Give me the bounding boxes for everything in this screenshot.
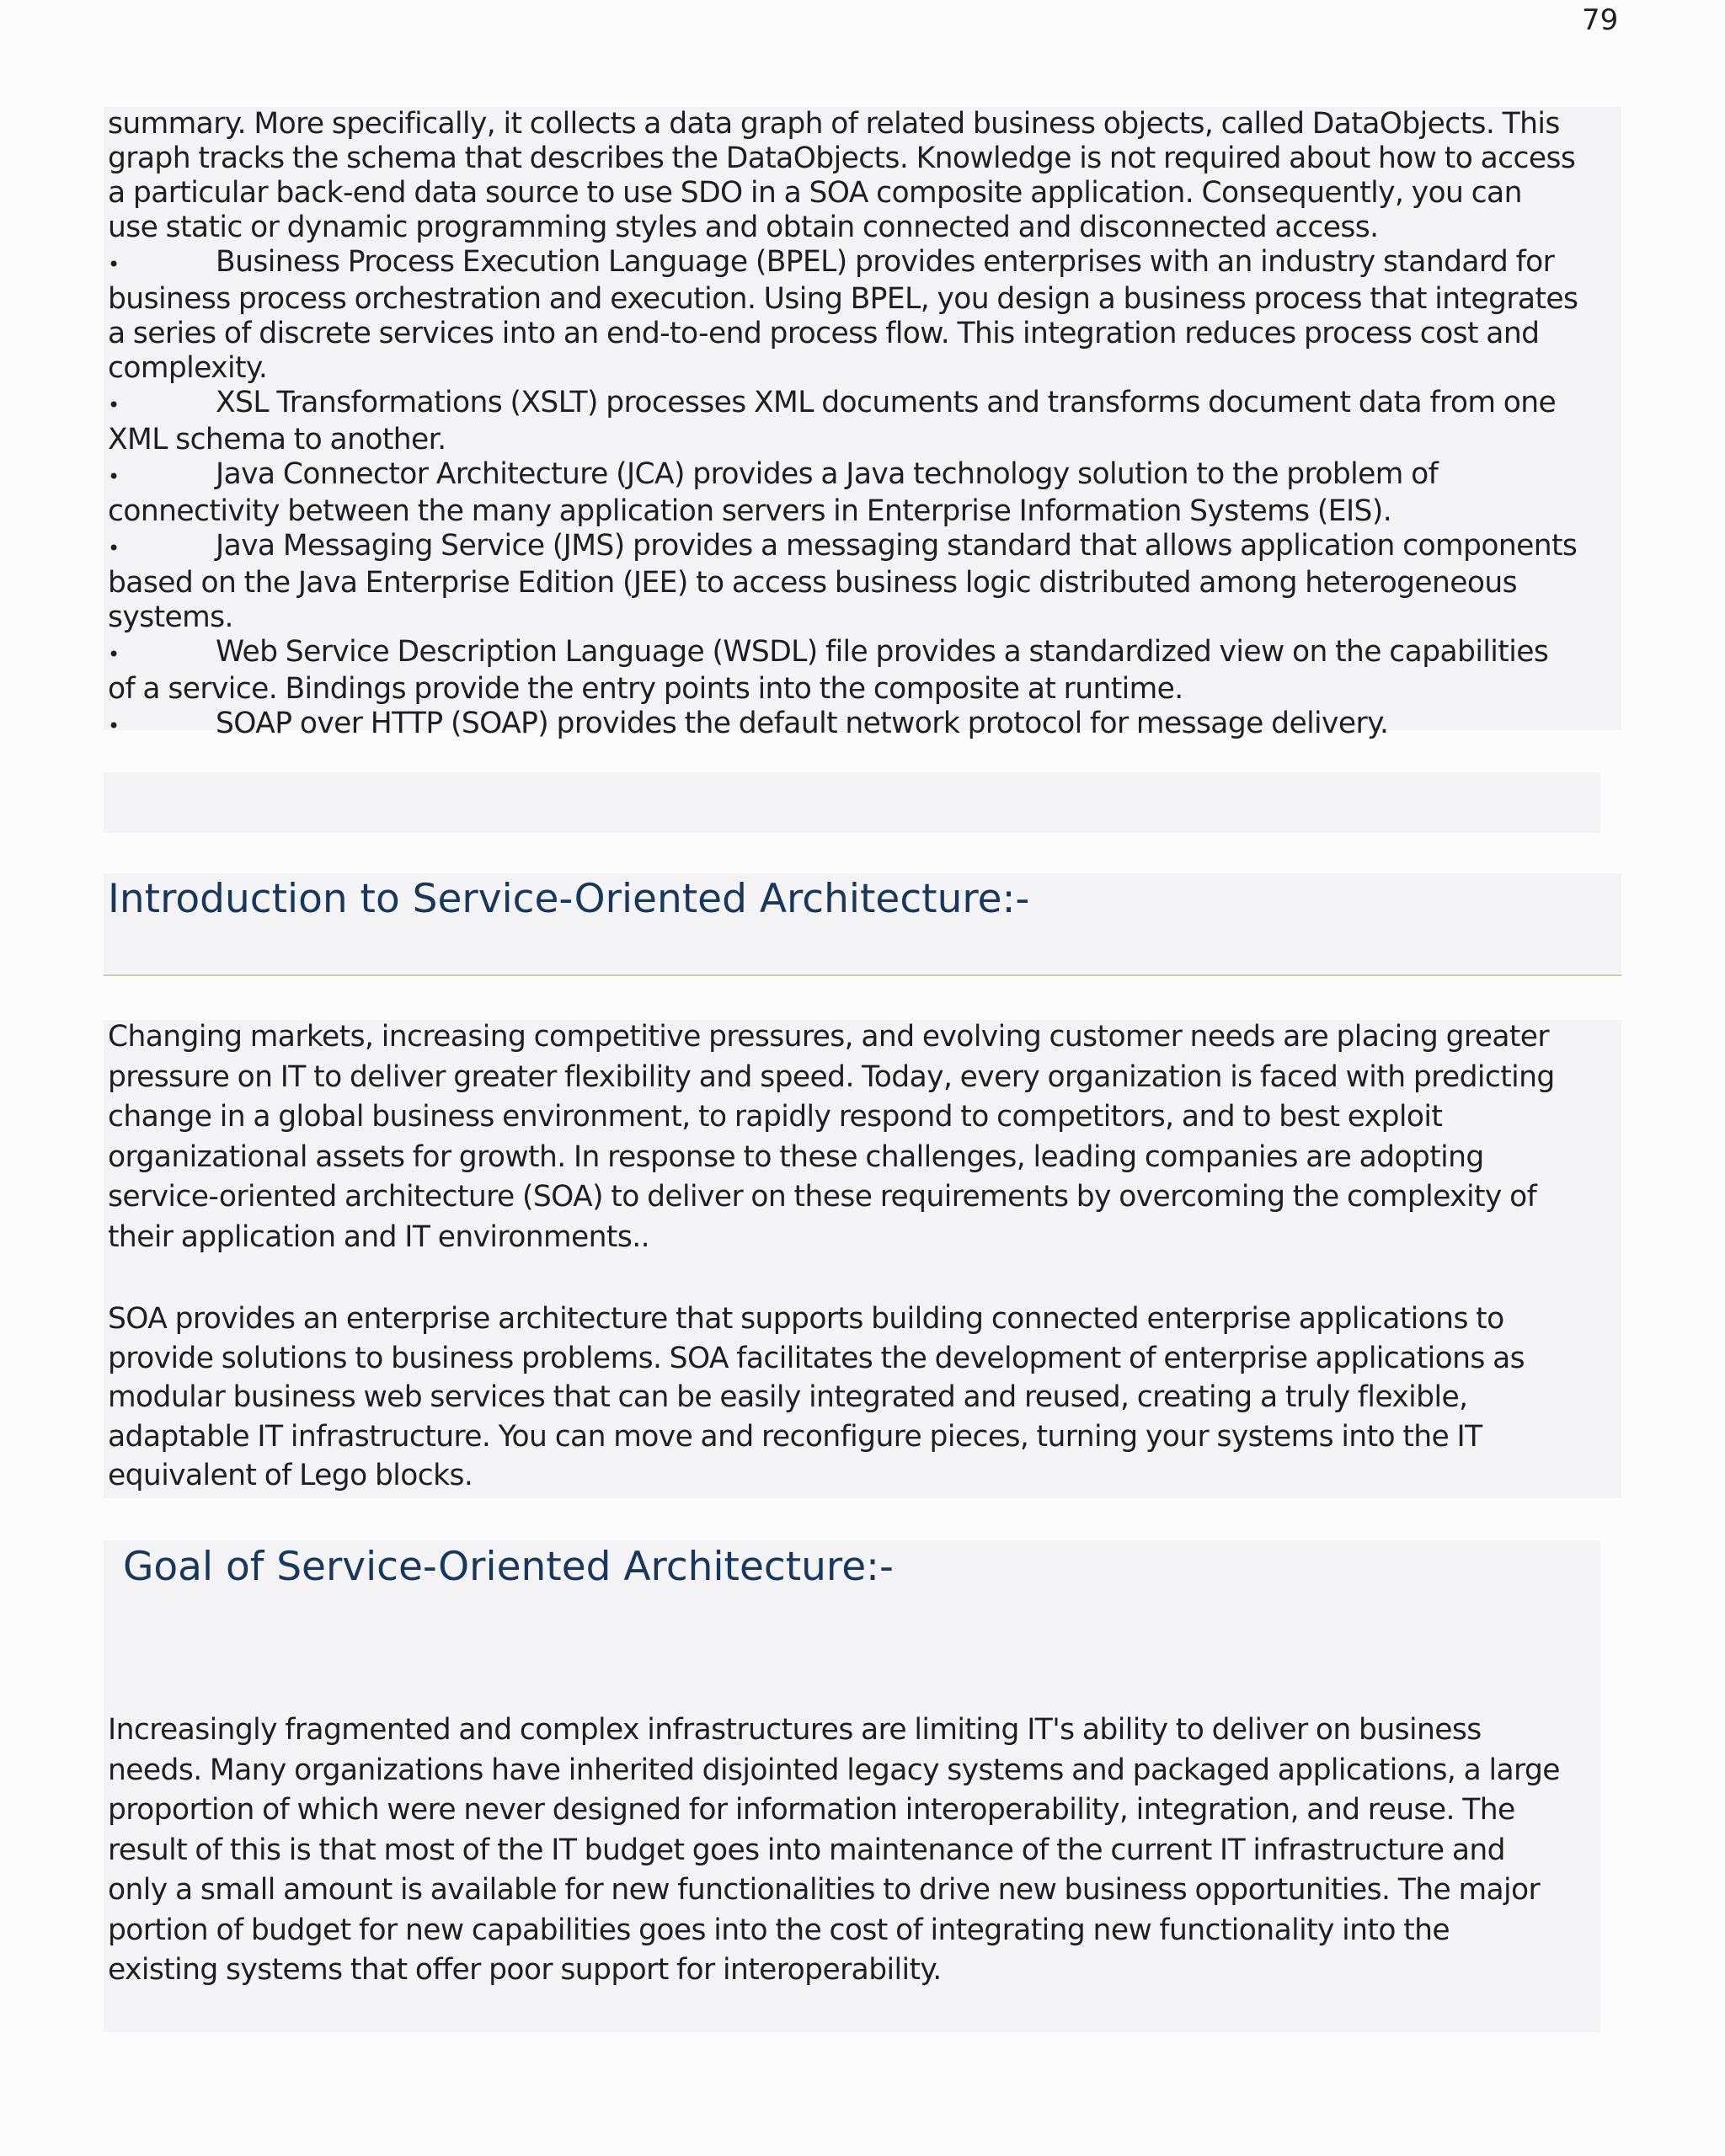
bullet-text: Java Connector Architecture (JCA) provides a Java technology solution to the problem of <box>216 457 1439 491</box>
text-line: graph tracks the schema that describes the DataObjects. Knowledge is not required about how to access <box>108 141 1576 175</box>
bullet-icon: • <box>108 393 120 417</box>
text-line: of a service. Bindings provide the entry points into the composite at runtime. <box>108 672 1183 706</box>
bullet-text: XSL Transformations (XSLT) processes XML documents and transforms document data from one <box>216 386 1557 419</box>
text-line: organizational assets for growth. In response to these challenges, leading companies are adopting <box>108 1139 1484 1174</box>
text-line: connectivity between the many application servers in Enterprise Information Systems (EIS). <box>108 494 1392 528</box>
text-line: Changing markets, increasing competitive pressures, and evolving customer needs are placing greater <box>108 1020 1550 1054</box>
heading-introduction-soa: Introduction to Service-Oriented Architecture:- <box>108 876 1030 922</box>
text-line: portion of budget for new capabilities goes into the cost of integrating new functionality into the <box>108 1913 1450 1947</box>
bullet-item-soap <box>108 707 1624 744</box>
text-line: result of this is that most of the IT budget goes into maintenance of the current IT infrastructure and <box>108 1833 1505 1867</box>
text-line: proportion of which were never designed for information interoperability, integration, and reuse. The <box>108 1793 1515 1827</box>
text-line: their application and IT environments.. <box>108 1219 649 1254</box>
empty-block <box>104 772 1600 833</box>
text-line: based on the Java Enterprise Edition (JEE) to access business logic distributed among heterogeneous <box>108 566 1518 600</box>
page-number: 79 <box>1582 3 1619 37</box>
goal-paragraph <box>108 1710 1624 1991</box>
text-line: use static or dynamic programming styles and obtain connected and disconnected access. <box>108 211 1379 244</box>
heading-divider <box>104 974 1621 976</box>
text-line: a particular back-end data source to use SDO in a SOA composite application. Consequently, you can <box>108 176 1522 210</box>
bullet-icon: • <box>108 465 120 488</box>
text-line: XML schema to another. <box>108 423 446 456</box>
bullet-item-wsdl <box>108 635 1624 672</box>
text-line: systems. <box>108 600 233 634</box>
text-line: only a small amount is available for new functionalities to drive new business opportunities. The major <box>108 1873 1541 1907</box>
top-text-block <box>108 107 1624 744</box>
bullet-icon: • <box>108 643 120 666</box>
text-line: business process orchestration and execution. Using BPEL, you design a business process that integrates <box>108 282 1578 316</box>
text-line: adaptable IT infrastructure. You can move and reconfigure pieces, turning your systems into the IT <box>108 1419 1482 1454</box>
heading-goal-soa: Goal of Service-Oriented Architecture:- <box>123 1544 894 1590</box>
text-line: summary. More specifically, it collects a data graph of related business objects, called DataObjects. This <box>108 107 1560 141</box>
text-line: service-oriented architecture (SOA) to deliver on these requirements by overcoming the complexity of <box>108 1180 1537 1214</box>
intro-paragraph-1 <box>108 1017 1624 1257</box>
bullet-text: Business Process Execution Language (BPEL) provides enterprises with an industry standard for <box>216 245 1555 279</box>
bullet-icon: • <box>108 253 120 276</box>
text-line: existing systems that offer poor support for interoperability. <box>108 1953 942 1987</box>
bullet-text: Web Service Description Language (WSDL) file provides a standardized view on the capabilities <box>216 635 1549 669</box>
text-line: SOA provides an enterprise architecture that supports building connected enterprise applications to <box>108 1302 1504 1336</box>
text-line: Increasingly fragmented and complex infrastructures are limiting IT's ability to deliver on business <box>108 1713 1482 1747</box>
text-line: change in a global business environment, to rapidly respond to competitors, and to best exploit <box>108 1100 1443 1134</box>
bullet-item-bpel <box>108 245 1624 282</box>
text-line: complexity. <box>108 351 268 385</box>
bullet-item-xslt <box>108 386 1624 423</box>
text-line: provide solutions to business problems. SOA facilitates the development of enterprise applications as <box>108 1341 1525 1375</box>
bullet-icon: • <box>108 536 120 560</box>
intro-paragraph-2 <box>108 1299 1624 1496</box>
text-line: pressure on IT to deliver greater flexibility and speed. Today, every organization is faced with predicting <box>108 1059 1555 1094</box>
bullet-text: SOAP over HTTP (SOAP) provides the default network protocol for message delivery. <box>216 707 1389 740</box>
text-line: equivalent of Lego blocks. <box>108 1459 473 1492</box>
text-line: modular business web services that can be easily integrated and reused, creating a truly flexible, <box>108 1380 1468 1414</box>
text-line: a series of discrete services into an end-to-end process flow. This integration reduces process cost and <box>108 317 1540 350</box>
bullet-text: Java Messaging Service (JMS) provides a messaging standard that allows application components <box>216 529 1578 563</box>
text-line: needs. Many organizations have inherited disjointed legacy systems and packaged applications, a large <box>108 1753 1560 1787</box>
bullet-item-jca <box>108 457 1624 494</box>
bullet-icon: • <box>108 714 120 738</box>
bullet-item-jms <box>108 529 1624 566</box>
